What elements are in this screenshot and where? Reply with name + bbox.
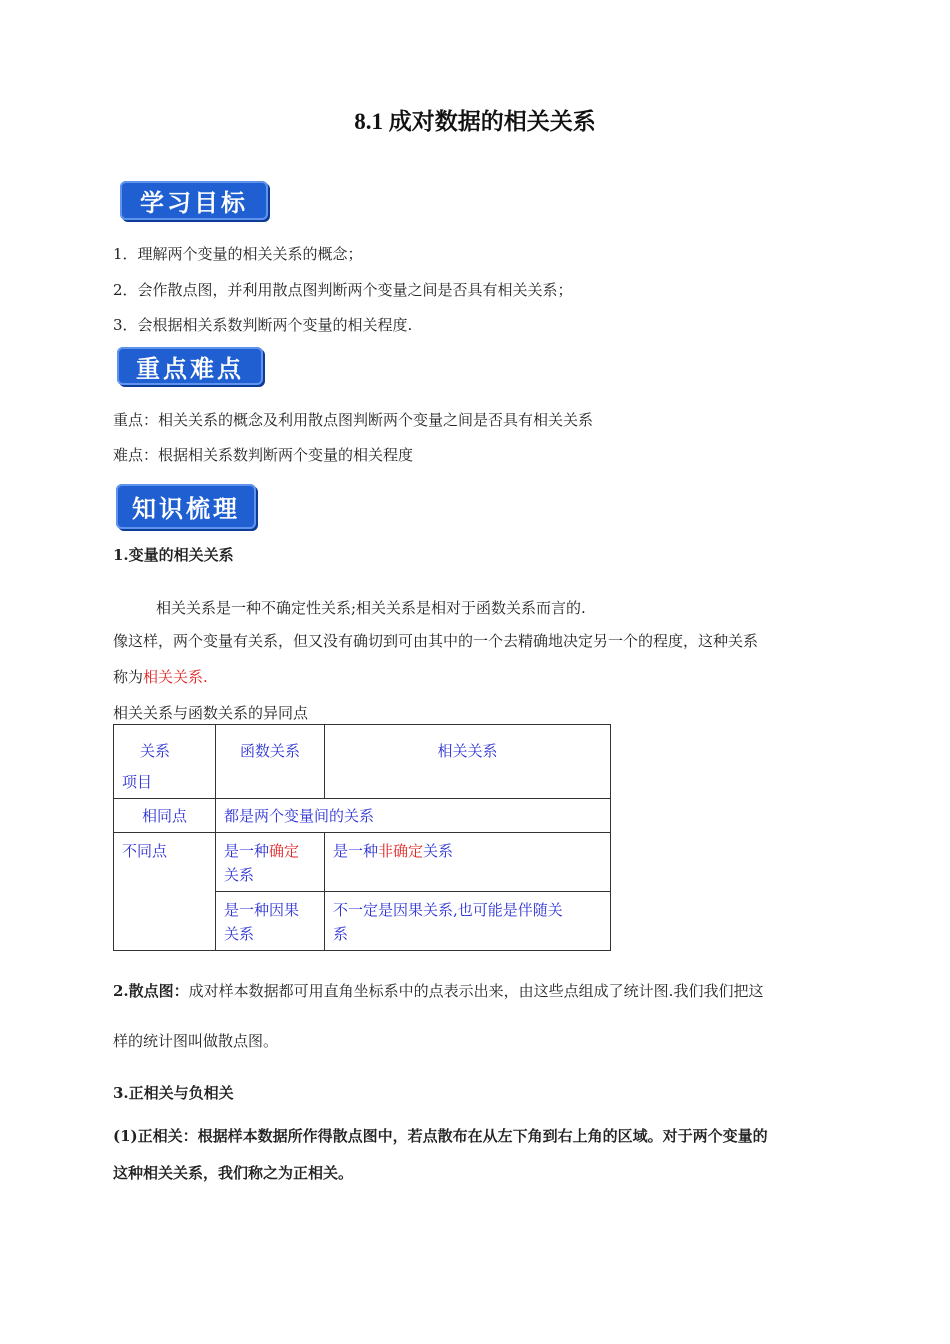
section1-heading: 1.变量的相关关系: [113, 546, 234, 564]
diff1-corr-prefix: 是一种: [333, 842, 379, 860]
diff2-corr-line1: 不一定是因果关系,也可能是伴随关: [333, 901, 563, 919]
key-points-badge: 重点难点: [117, 347, 263, 385]
header-function: 函数关系: [216, 725, 325, 799]
positive-line1: (1)正相关：根据样本数据所作得散点图中，若点散布在从左下角到右上角的区域。对于两个变量的: [113, 1127, 768, 1145]
diff2-func-line1: 是一种因果: [224, 901, 300, 919]
diff1-corr-suffix: 关系: [423, 842, 454, 860]
header-correlation: 相关关系: [325, 725, 611, 799]
diff2-corr-line2: 系: [333, 925, 349, 943]
diff1-func-suffix: 关系: [224, 866, 255, 884]
objective-item-2: 2．会作散点图，并利用散点图判断两个变量之间是否具有相关关系；: [113, 281, 573, 299]
knowledge-badge: 知识梳理: [116, 484, 256, 529]
diff1-corr-red: 非确定: [378, 842, 424, 860]
table-header-corner: [114, 725, 216, 799]
para3-prefix: 称为: [113, 668, 144, 686]
section1-para2: 像这样，两个变量有关系，但又没有确切到可由其中的一个去精确地决定另一个的程度，这种关系: [113, 632, 759, 650]
difficulty-text: 难点：根据相关系数判断两个变量的相关程度: [113, 446, 414, 464]
section1-para3: [113, 667, 208, 687]
diff2-function: [216, 892, 325, 951]
diff1-func-red: 确定: [269, 842, 300, 860]
diff1-function: [216, 833, 325, 892]
diff1-func-prefix: 是一种: [224, 842, 270, 860]
objective-item-1: 1．理解两个变量的相关关系的概念；: [113, 245, 363, 263]
header-top-label: 关系: [140, 742, 171, 760]
table-caption: 相关关系与函数关系的异同点: [113, 704, 309, 722]
page-title: 8.1 成对数据的相关关系: [354, 109, 596, 134]
diff2-func-line2: 关系: [224, 925, 255, 943]
same-label: 相同点: [114, 799, 216, 833]
comparison-table: [113, 724, 611, 951]
focus-text: 重点：相关关系的概念及利用散点图判断两个变量之间是否具有相关关系: [113, 411, 594, 429]
objectives-badge: 学习目标: [120, 181, 268, 220]
correlation-term: 相关关系.: [143, 668, 208, 686]
section2-line1: [113, 981, 763, 1001]
positive-line2: 这种相关关系，我们称之为正相关。: [113, 1164, 354, 1182]
same-value: 都是两个变量间的关系: [216, 799, 611, 833]
section1-para1: 相关关系是一种不确定性关系;相关关系是相对于函数关系而言的.: [156, 599, 586, 617]
diff1-correlation: [325, 833, 611, 892]
section2-heading: 2.散点图：: [113, 982, 189, 1000]
section2-line2: 样的统计图叫做散点图。: [113, 1032, 279, 1050]
objective-item-3: 3．会根据相关系数判断两个变量的相关程度.: [113, 316, 413, 334]
diff-label: 不同点: [114, 833, 216, 951]
header-bottom-label: 项目: [122, 773, 153, 791]
diff2-correlation: [325, 892, 611, 951]
section2-text1: 成对样本数据都可用直角坐标系中的点表示出来，由这些点组成了统计图.我们我们把这: [188, 982, 764, 1000]
section3-heading: 3.正相关与负相关: [113, 1084, 234, 1102]
